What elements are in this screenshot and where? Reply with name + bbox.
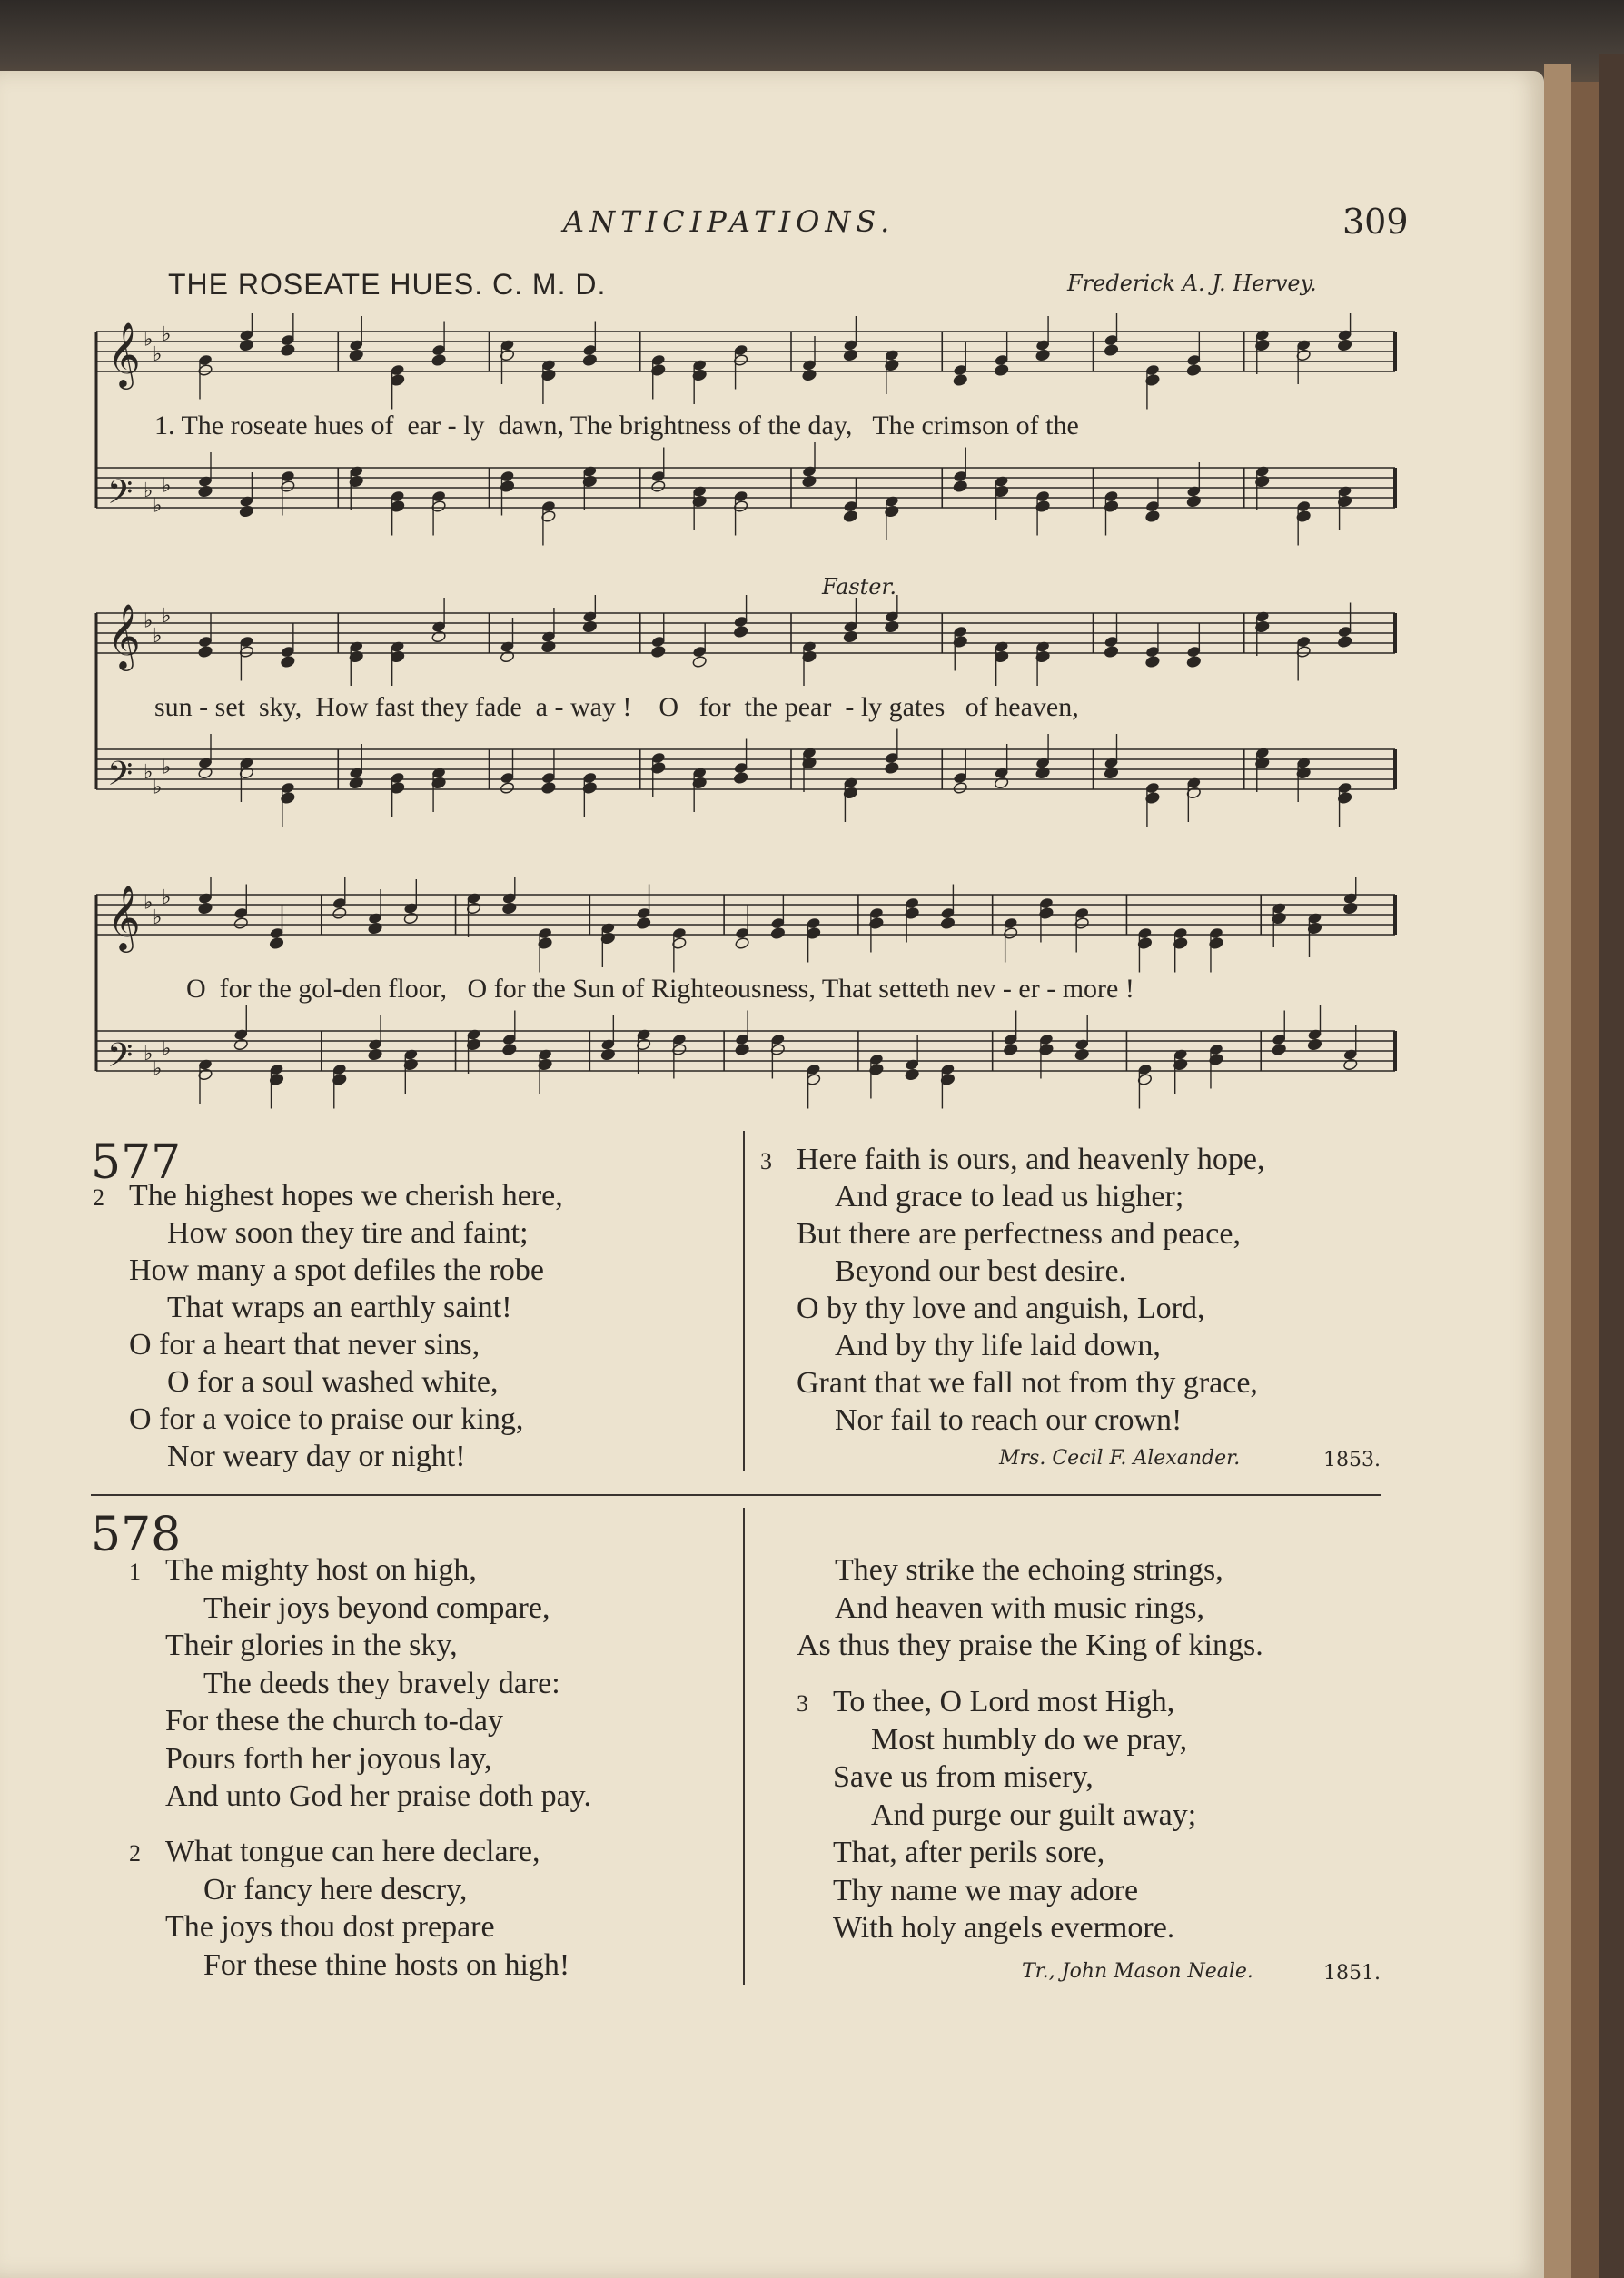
h578-left-verse-line: Pours forth her joyous lay, [165, 1741, 492, 1776]
note-head [500, 650, 515, 663]
treble-clef-icon: 𝄞 [107, 602, 141, 669]
note-head [332, 906, 347, 919]
note-head [692, 655, 708, 668]
note-head [198, 485, 213, 498]
stanza-number: 2 [129, 1840, 141, 1867]
h578-left2-verse-line: Or fancy here descry, [203, 1872, 468, 1907]
note-head [233, 916, 249, 929]
note-head [1003, 1043, 1018, 1055]
flat-sign-icon: ♭ [162, 756, 172, 779]
h577-left-verse-line: Nor weary day or night! [167, 1440, 466, 1473]
note-head [885, 761, 900, 774]
h577-right-verse-line: Nor fail to reach our crown! [835, 1403, 1183, 1437]
lyric-line-2: sun - set sky, How fast they fade a - way ! O for the pear - ly gates of heaven, [154, 692, 1079, 722]
note-head [953, 781, 968, 794]
note-head [349, 777, 364, 789]
note-head [953, 373, 968, 386]
stanza-number: 1 [129, 1559, 141, 1585]
h578-right3-verse-line: And purge our guilt away; [871, 1798, 1197, 1832]
bass-clef-icon: 𝄢 [107, 755, 134, 801]
note-head [994, 363, 1009, 376]
flat-sign-icon: ♭ [162, 323, 172, 346]
h578-left-verse-line: And unto God her praise doth pay. [165, 1779, 591, 1813]
hymn-number-577: 577 [91, 1135, 182, 1190]
note-head [368, 1048, 383, 1061]
note-head [269, 936, 284, 949]
note-head [502, 902, 518, 915]
flat-sign-icon: ♭ [153, 625, 163, 648]
bass-clef-icon: 𝄢 [107, 473, 134, 520]
note-head [1035, 767, 1051, 779]
note-head [953, 480, 968, 492]
h577-right-verse-line: Grant that we fall not from thy grace, [797, 1366, 1258, 1400]
note-head [650, 645, 666, 658]
note-head [239, 339, 254, 352]
h577-left-verse-line: O for a heart that never sins, [129, 1328, 480, 1362]
flat-sign-icon: ♭ [162, 605, 172, 628]
note-head [843, 349, 858, 362]
note-head [1186, 495, 1202, 508]
h578-right3-verse-line: That, after perils sore, [833, 1836, 1105, 1869]
flat-sign-icon: ♭ [144, 609, 153, 633]
h578-right3-verse-line: To thee, O Lord most High, [833, 1685, 1175, 1718]
note-head [1337, 635, 1352, 648]
note-head [281, 343, 296, 356]
hymn-577-credit: Mrs. Cecil F. Alexander. [999, 1447, 1241, 1470]
tempo-marking: Faster. [822, 574, 896, 599]
h578-right-verse-line: They strike the echoing strings, [835, 1553, 1223, 1587]
tune-composer: Frederick A. J. Hervey. [1067, 271, 1317, 296]
h578-right-verse-line: And heaven with music rings, [835, 1590, 1204, 1625]
note-head [1342, 1058, 1358, 1071]
h578-left-verse-line: The mighty host on high, [165, 1553, 477, 1587]
flat-sign-icon: ♭ [144, 761, 153, 784]
note-head [500, 781, 515, 794]
note-head [198, 645, 213, 658]
note-head [502, 1043, 518, 1055]
flat-sign-icon: ♭ [153, 906, 163, 929]
h578-left2-verse-line: For these thine hosts on high! [203, 1947, 570, 1982]
flat-sign-icon: ♭ [162, 474, 172, 498]
h578-left-verse-line: Their glories in the sky, [165, 1629, 458, 1662]
note-head [582, 620, 598, 633]
h577-right-verse-line: Beyond our best desire. [835, 1254, 1127, 1288]
note-head [198, 902, 213, 915]
note-head [994, 777, 1009, 789]
note-head [885, 620, 900, 633]
page-edges-dark [1571, 82, 1599, 2278]
note-head [198, 767, 213, 779]
note-head [1186, 363, 1202, 376]
note-head [1104, 767, 1119, 779]
running-head: ANTICIPATIONS. [563, 204, 896, 239]
section-divider [91, 1494, 1381, 1496]
h577-right-verse-line: But there are perfectness and peace, [797, 1217, 1241, 1251]
note-head [1145, 655, 1161, 668]
h577-left-verse-line: That wraps an earthly saint! [167, 1291, 512, 1324]
note-head [233, 1038, 249, 1051]
note-head [1342, 902, 1358, 915]
note-head [843, 510, 858, 522]
treble-clef-icon: 𝄞 [107, 321, 141, 387]
h577-left-verse-line: How soon they tire and faint; [167, 1216, 529, 1250]
tune-title: THE ROSEATE HUES. C. M. D. [168, 268, 607, 301]
flat-sign-icon: ♭ [144, 891, 153, 915]
hymn-number-578: 578 [91, 1508, 182, 1562]
h578-left2-verse-line: What tongue can here declare, [165, 1835, 540, 1868]
flat-sign-icon: ♭ [153, 776, 163, 799]
note-head [541, 781, 557, 794]
flat-sign-icon: ♭ [153, 1057, 163, 1081]
flat-sign-icon: ♭ [153, 343, 163, 366]
bass-clef-icon: 𝄢 [107, 1036, 134, 1083]
page-number: 309 [1342, 202, 1409, 242]
note-head [1272, 1043, 1287, 1055]
hymn-578-year: 1851. [1323, 1962, 1381, 1985]
flat-sign-icon: ♭ [162, 1037, 172, 1061]
note-head [733, 625, 748, 638]
stanza-number: 3 [760, 1148, 772, 1174]
h578-right3-verse-line: Save us from misery, [833, 1760, 1094, 1794]
note-head [1307, 1038, 1322, 1051]
note-head [281, 655, 296, 668]
note-head [349, 349, 364, 362]
flat-sign-icon: ♭ [144, 1043, 153, 1065]
h577-right-verse-line: And grace to lead us higher; [835, 1180, 1184, 1213]
note-head [582, 353, 598, 366]
column-divider-2 [743, 1508, 745, 1985]
note-head [541, 640, 557, 653]
h577-right-verse-line: O by thy love and anguish, Lord, [797, 1292, 1205, 1325]
page-edges [1544, 64, 1571, 2278]
note-head [239, 505, 254, 518]
h577-right-verse-line: And by thy life laid down, [835, 1329, 1161, 1362]
note-head [843, 630, 858, 643]
stanza-number: 3 [797, 1690, 808, 1717]
h577-left-verse-line: O for a voice to praise our king, [129, 1402, 524, 1436]
h578-right3-verse-line: With holy angels evermore. [833, 1911, 1175, 1945]
h577-left-verse-line: The highest hopes we cherish here, [129, 1179, 563, 1213]
flat-sign-icon: ♭ [153, 494, 163, 518]
note-head [368, 922, 383, 935]
h577-right-verse-line: Here faith is ours, and heavenly hope, [797, 1143, 1265, 1176]
note-head [431, 630, 447, 643]
h578-right3-verse-line: Thy name we may adore [833, 1873, 1139, 1907]
note-head [636, 916, 651, 929]
note-head [1337, 339, 1352, 352]
hymn-577-year: 1853. [1323, 1449, 1381, 1471]
note-head [770, 926, 786, 939]
note-head [802, 475, 817, 488]
h578-right-verse-line: As thus they praise the King of kings. [797, 1629, 1263, 1662]
lyric-line-3: O for the gol-den floor, O for the Sun of Righteousness, That setteth nev - er - more ! [186, 974, 1134, 1004]
note-head [1074, 1048, 1090, 1061]
note-head [1104, 645, 1119, 658]
note-head [735, 936, 750, 949]
flat-sign-icon: ♭ [144, 480, 153, 502]
book-cover-edge [1599, 54, 1624, 2278]
h578-left-verse-line: Their joys beyond compare, [203, 1590, 550, 1625]
note-head [1035, 349, 1051, 362]
note-head [905, 1068, 920, 1081]
stanza-number: 2 [93, 1184, 104, 1211]
note-head [600, 1048, 616, 1061]
note-head [940, 916, 956, 929]
h578-right3-verse-line: Most humbly do we pray, [871, 1722, 1188, 1757]
flat-sign-icon: ♭ [144, 328, 153, 352]
note-head [1145, 510, 1161, 522]
note-head [802, 369, 817, 381]
note-head [403, 912, 419, 925]
note-head [733, 771, 748, 784]
note-head [431, 353, 447, 366]
note-head [650, 480, 666, 492]
h578-left-verse-line: For these the church to-day [165, 1704, 503, 1738]
h577-left-verse-line: How many a spot defiles the robe [129, 1253, 544, 1287]
column-divider [743, 1131, 745, 1471]
h578-left2-verse-line: The joys thou dost prepare [165, 1910, 495, 1944]
treble-clef-icon: 𝄞 [107, 884, 141, 950]
lyric-line-1: 1. The roseate hues of ear - ly dawn, The brightness of the day, The crimson of the [154, 411, 1079, 441]
note-head [1186, 655, 1202, 668]
h578-left-verse-line: The deeds they bravely dare: [203, 1666, 560, 1700]
note-head [735, 1043, 750, 1055]
note-head [1104, 343, 1119, 356]
h577-left-verse-line: O for a soul washed white, [167, 1365, 499, 1399]
hymn-578-credit: Tr., John Mason Neale. [1022, 1960, 1253, 1983]
flat-sign-icon: ♭ [162, 886, 172, 909]
